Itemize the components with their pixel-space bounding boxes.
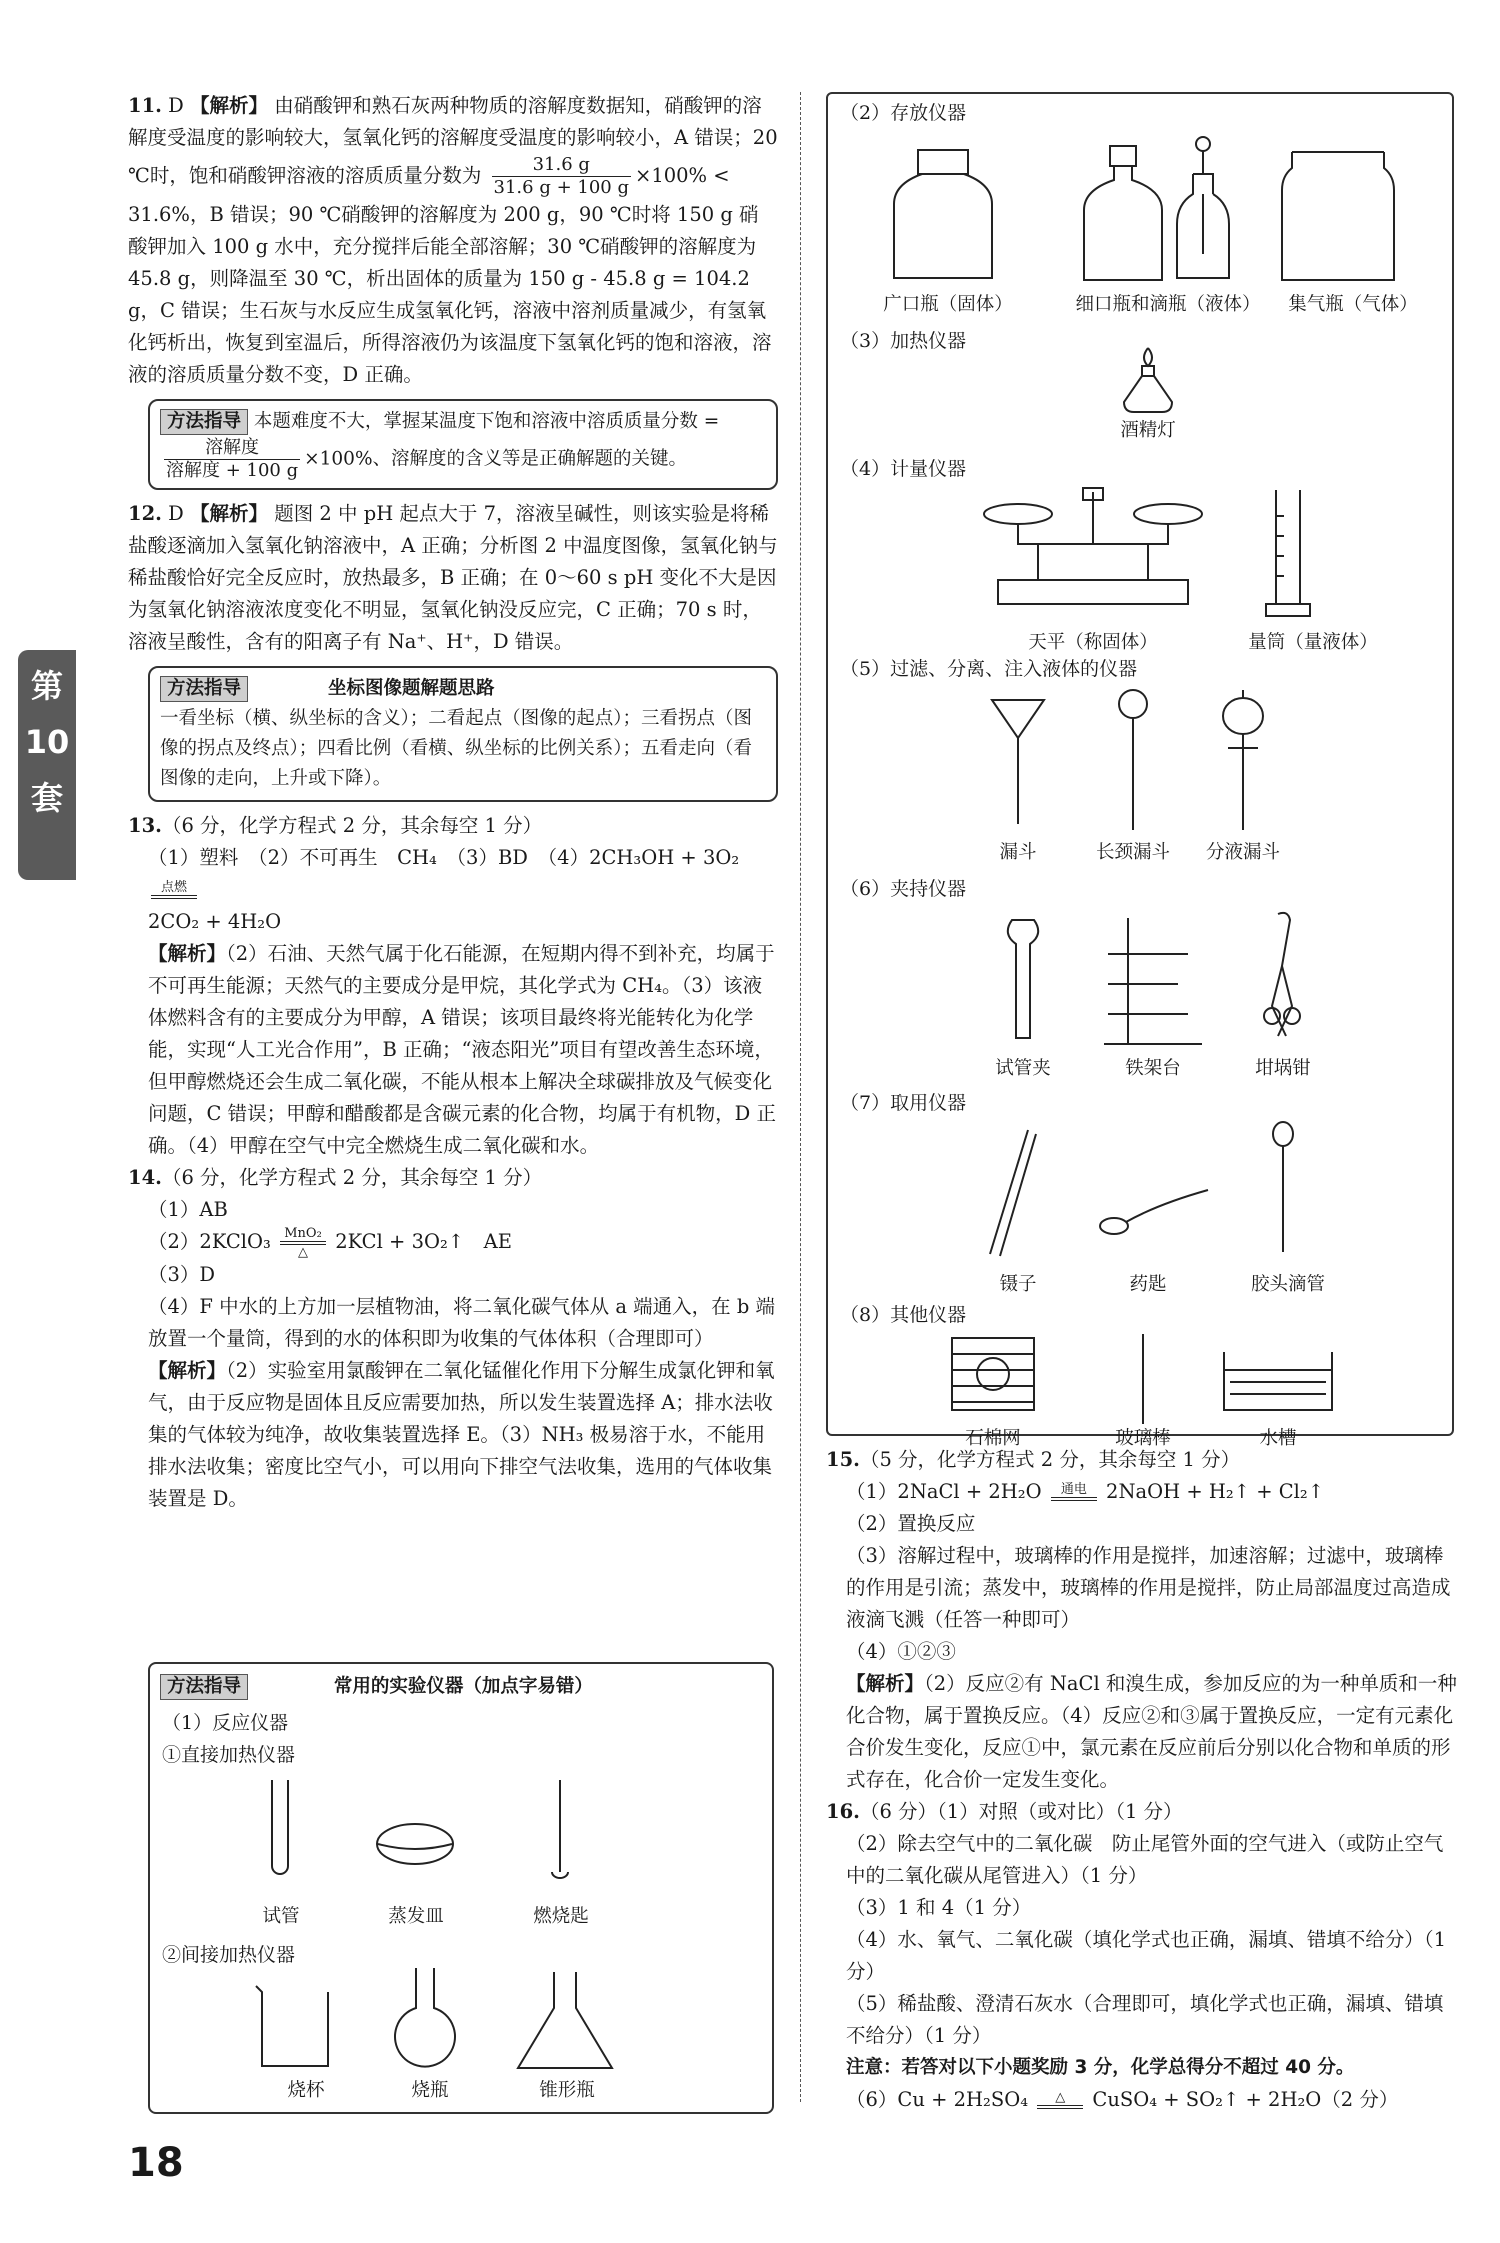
narrow-mouth-bottle-icon: [1078, 140, 1168, 286]
reaction-instruments-box: 方法指导 常用的实验仪器（加点字易错） （1）反应仪器 ①直接加热仪器 试管 蒸发皿 燃烧匙 ②间接加热仪器 烧杯 烧瓶 锥形瓶: [148, 1662, 774, 2114]
q13: 13.（6 分，化学方程式 2 分，其余每空 1 分）: [128, 814, 543, 837]
gas-jar-icon: [1278, 146, 1398, 286]
funnel-icon: [988, 694, 1048, 834]
fraction: $\frac{31.6 g}{31.6 g + 100 g}$: [493, 154, 629, 198]
q11: 11. D 【解析】 由硝酸钾和熟石灰两种物质的溶解度数据知，硝酸钾的溶解度受温度的影响较大，氢氧化钙的溶解度受温度的影响较小，A 错误；20 ℃时，饱和硝酸钾溶液的溶质质量分数为 $\frac{31.6 g}{31.6 g + 100 g}$ ×100% < 31.6%，B 错误；90 ℃硝酸钾的溶解度为 200 g，90 ℃时将 150 g 硝酸钾加入 100 g 水中，充分搅拌后能全部溶解；30 ℃硝酸钾的溶解度为 45.8 g，则降温至 30 ℃，析出固体的质量为 150 g - 45.8 g = 104.2 g，C 错误；生石灰与水反应生成氢氧化钙，溶液中溶剂质量减少，有氢氧化钙析出，恢复到室温后，所得溶液仍为该温度下氢氧化钙的饱和溶液，溶液的溶质质量分数不变，D 正确。: [128, 94, 778, 386]
combustion-spoon-icon: [540, 1776, 580, 1886]
test-tube-clamp-icon: [998, 914, 1048, 1044]
balance-icon: [978, 484, 1208, 614]
asbestos-gauze-icon: [948, 1334, 1038, 1414]
tweezers-icon: [978, 1124, 1048, 1264]
glass-rod-icon: [1128, 1330, 1158, 1430]
spatula-icon: [1098, 1174, 1218, 1244]
alcohol-lamp-icon: [1118, 344, 1178, 416]
beaker-icon: [250, 1982, 340, 2072]
instruments-box: （2）存放仪器 广口瓶（固体） 细口瓶和滴瓶（液体） 集气瓶（气体） （3）加热仪器 酒精灯 （4）计量仪器 天平（称固体） 量筒（量液体） （5）过滤、分离、注入液体的仪器 漏斗 长颈漏斗 分液漏斗 （6）夹持仪器 试管夹 铁架台 坩埚钳 （7）取用仪器 镊子 药匙 胶头滴管 （8）其他仪器 石棉网 玻璃棒 水槽: [826, 92, 1454, 1436]
long-neck-funnel-icon: [1108, 686, 1158, 836]
reaction-arrow: 点燃: [151, 881, 197, 900]
q12: 12. D 【解析】 题图 2 中 pH 起点大于 7，溶液呈碱性，则该实验是将稀盐酸逐滴加入氢氧化钠溶液中，A 正确；分析图 2 中温度图像，氢氧化钠与稀盐酸恰好完全反应时，放热最多，B 正确；在 0～60 s pH 变化不大是因为氢氧化钠溶液浓度变化不明显，氢氧化钠没反应完，C 正确；70 s 时，溶液呈酸性，含有的阳离子有 Na⁺、H⁺，D 错误。: [128, 502, 778, 653]
q15: 15.（5 分，化学方程式 2 分，其余每空 1 分）: [826, 1448, 1241, 1471]
evaporating-dish-icon: [370, 1814, 460, 1874]
crucible-tongs-icon: [1258, 906, 1308, 1046]
q14: 14.（6 分，化学方程式 2 分，其余每空 1 分）: [128, 1166, 543, 1189]
method-tip-box: 方法指导 坐标图像题解题思路 一看坐标（横、纵坐标的含义）；二看起点（图像的起点）；三看拐点（图像的拐点及终点）；四看比例（看横、纵坐标的比例关系）；五看走向（看图像的走向，上升或下降）。: [148, 666, 778, 802]
reaction-arrow: △: [1037, 2091, 1083, 2110]
separatory-funnel-icon: [1208, 686, 1278, 836]
reaction-arrow: MnO₂ △: [280, 1227, 326, 1259]
right-column: 15.（5 分，化学方程式 2 分，其余每空 1 分） （1）2NaCl + 2H₂O 通电 2NaOH + H₂↑ + Cl₂↑ （2）置换反应 （3）溶解过程中，玻璃棒的作用是搅拌，加速溶解；过滤中，玻璃棒的作用是引流；蒸发中，玻璃棒的作用是搅拌，防止局部温度过高造成液滴飞溅（任答一种即可） （4）①②③ 【解析】（2）反应②有 NaCl 和溴生成，参加反应的为一种单质和一种化合物，属于置换反应。（4）反应②和③属于置换反应，一定有元素化合价发生变化，反应①中，氯元素在反应前后分别以化合物和单质的形式存在，化合价一定发生变化。 16.（6 分）（1）对照（或对比）（1 分） （2）除去空气中的二氧化碳 防止尾管外面的空气进入（或防止空气中的二氧化碳从尾管进入）（1 分） （3）1 和 4（1 分） （4）水、氧气、二氧化碳（填化学式也正确，漏填、错填不给分）（1 分） （5）稀盐酸、澄清石灰水（合理即可，填化学式也正确，漏填、错填不给分）（1 分） 注意：若答对以下小题奖励 3 分，化学总得分不超过 40 分。 （6）Cu + 2H₂SO₄ △ CuSO₄ + SO₂↑ + 2H₂O（2 分）: [826, 1444, 1460, 2116]
flask-icon: [380, 1964, 470, 2074]
set-tab: 第 10 套: [18, 650, 76, 880]
method-tip-box: 方法指导 本题难度不大，掌握某温度下饱和溶液中溶质质量分数 = $\frac{\text{溶解度}}{\text{溶解度 + 100 g}}$ ×100%、溶解度的含义等是正确解题的关键。: [148, 399, 778, 490]
conical-flask-icon: [510, 1968, 620, 2074]
dropping-bottle-icon: [1173, 134, 1233, 284]
wide-mouth-bottle-icon: [888, 144, 998, 284]
water-trough-icon: [1218, 1346, 1338, 1416]
iron-stand-icon: [1098, 914, 1208, 1054]
graduated-cylinder-icon: [1258, 486, 1318, 626]
test-tube-icon: [260, 1776, 300, 1886]
left-column: 11. D 【解析】 由硝酸钾和熟石灰两种物质的溶解度数据知，硝酸钾的溶解度受温度的影响较大，氢氧化钙的溶解度受温度的影响较小，A 错误；20 ℃时，饱和硝酸钾溶液的溶质质量分数为 $\frac{31.6 g}{31.6 g + 100 g}$ ×100% < 31.6%，B 错误；90 ℃硝酸钾的溶解度为 200 g，90 ℃时将 150 g 硝酸钾加入 100 g 水中，充分搅拌后能全部溶解；30 ℃硝酸钾的溶解度为 45.8 g，则降温至 30 ℃，析出固体的质量为 150 g - 45.8 g = 104.2 g，C 错误；生石灰与水反应生成氢氧化钙，溶液中溶剂质量减少，有氢氧化钙析出，恢复到室温后，所得溶液仍为该温度下氢氧化钙的饱和溶液，溶液的溶质质量分数不变，D 正确。 方法指导 本题难度不大，掌握某温度下饱和溶液中溶质质量分数 = $\frac{\text{溶解度}}{\text{溶解度 + 100 g}}$ ×100%、溶解度的含义等是正确解题的关键。 12. D 【解析】 题图 2 中 pH 起点大于 7，溶液呈碱性，则该实验是将稀盐酸逐滴加入氢氧化钠溶液中，A 正确；分析图 2 中温度图像，氢氧化钠与稀盐酸恰好完全反应时，放热最多，B 正确；在 0～60 s pH 变化不大是因为氢氧化钠溶液浓度变化不明显，氢氧化钠没反应完，C 正确；70 s 时，溶液呈酸性，含有的阳离子有 Na⁺、H⁺，D 错误。 方法指导 坐标图像题解题思路 一看坐标（横、纵坐标的含义）；二看起点（图像的起点）；三看拐点（图像的拐点及终点）；四看比例（看横、纵坐标的比例关系）；五看走向（看图像的走向，上升或下降）。 13.（6 分，化学方程式 2 分，其余每空 1 分） （1）塑料 （2）不可再生 CH₄ （3）BD （4）2CH₃OH + 3O₂ 点燃 2CO₂ + 4H₂O 【解析】（2）石油、天然气属于化石能源，在短期内得不到补充，均属于不可再生能源；天然气的主要成分是甲烷，其化学式为 CH₄。（3）该液体燃料含有的主要成分为甲醇，A 错误；该项目最终将光能转化为化学能，实现“人工光合作用”，B 正确；“液态阳光”项目有望改善生态环境，但甲醇燃烧还会生成二氧化碳，不能从根本上解决全球碳排放及气候变化问题，C 错误；甲醇和醋酸都是含碳元素的化合物，均属于有机物，D 正确。（4）甲醇在空气中完全燃烧生成二氧化碳和水。 14.（6 分，化学方程式 2 分，其余每空 1 分） （1）AB （2）2KClO₃ MnO₂ △ 2KCl + 3O₂↑ AE （3）D （4）F 中水的上方加一层植物油，将二氧化碳气体从 a 端通入，在 b 端放置一个量筒，得到的水的体积即为收集的气体体积（合理即可） 【解析】（2）实验室用氯酸钾在二氧化锰催化作用下分解生成氯化钾和氧气，由于反应物是固体且反应需要加热，所以发生装置选择 A；排水法收集的气体较为纯净，故收集装置选择 E。（3）NH₃ 极易溶于水，不能用排水法收集；密度比空气小，可以用向下排空气法收集，选用的气体收集装置是 D。: [128, 90, 778, 1515]
column-divider: [800, 92, 801, 2102]
dropper-icon: [1258, 1118, 1308, 1258]
q16: 16.（6 分）（1）对照（或对比）（1 分）: [826, 1800, 1183, 1823]
page-number: 18: [128, 2140, 184, 2186]
reaction-arrow: 通电: [1051, 1483, 1097, 1502]
